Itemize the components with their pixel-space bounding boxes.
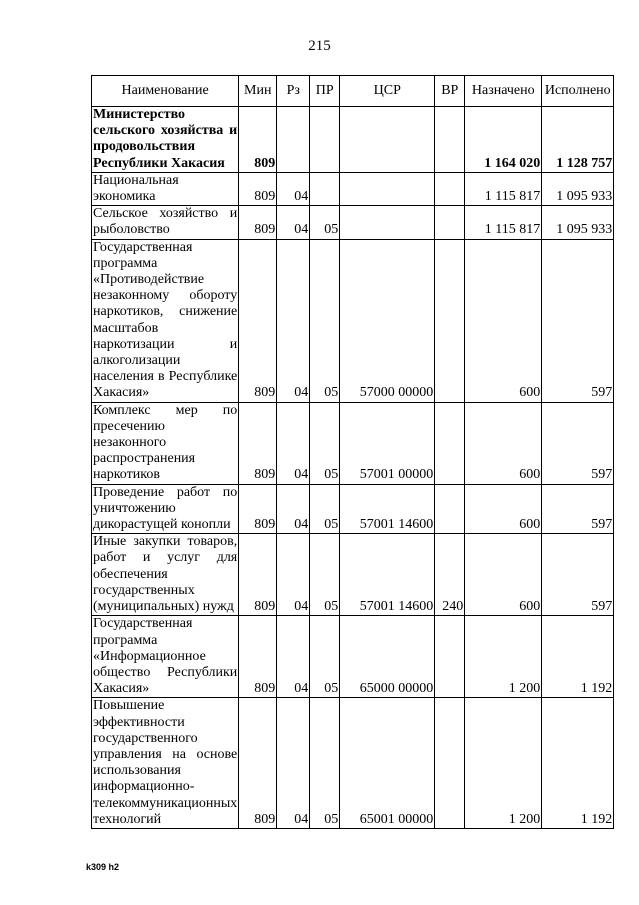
cell-csr (340, 206, 435, 239)
cell-executed: 1 095 933 (542, 206, 614, 239)
cell-name: Государственная программа «Информационное общество Республики Хакасия» (93, 616, 238, 697)
cell-pr: 05 (310, 402, 340, 484)
cell-rz: 04 (277, 616, 310, 698)
cell-assigned: 1 200 (465, 616, 542, 698)
cell-vr (435, 402, 465, 484)
cell-vr (435, 172, 465, 205)
cell-assigned: 600 (465, 402, 542, 484)
cell-vr (435, 484, 465, 534)
cell-vr (435, 206, 465, 239)
cell-name: Комплекс мер по пресечению незаконного распространения наркотиков (93, 402, 238, 483)
header-min: Мин (239, 76, 277, 107)
cell-csr: 65000 00000 (340, 616, 435, 698)
cell-executed: 1 192 (542, 698, 614, 829)
cell-pr: 05 (310, 616, 340, 698)
cell-csr: 57000 00000 (340, 239, 435, 402)
cell-min: 809 (239, 239, 277, 402)
cell-assigned: 1 200 (465, 698, 542, 829)
cell-vr: 240 (435, 534, 465, 616)
cell-min: 809 (239, 698, 277, 829)
table-row (92, 107, 614, 173)
header-assigned: Назначено (465, 76, 542, 107)
table-row (92, 239, 614, 402)
cell-min: 809 (239, 534, 277, 616)
table-row (92, 206, 614, 239)
header-pr: ПР (310, 76, 340, 107)
cell-executed: 597 (542, 239, 614, 402)
cell-csr (340, 107, 435, 173)
table-row (92, 402, 614, 484)
header-rz: Рз (277, 76, 310, 107)
cell-executed: 597 (542, 402, 614, 484)
table-row (92, 616, 614, 698)
cell-pr: 05 (310, 239, 340, 402)
cell-rz: 04 (277, 239, 310, 402)
cell-name: Сельское хозяйство и рыболовство (93, 206, 238, 238)
table-row (92, 698, 614, 829)
cell-csr: 65001 00000 (340, 698, 435, 829)
cell-rz: 04 (277, 402, 310, 484)
cell-pr: 05 (310, 484, 340, 534)
cell-vr (435, 239, 465, 402)
cell-assigned: 600 (465, 484, 542, 534)
cell-executed: 1 192 (542, 616, 614, 698)
cell-pr (310, 107, 340, 173)
header-vr: ВР (435, 76, 465, 107)
cell-name: Проведение работ по уничтожению дикорастущей конопли (93, 484, 238, 533)
cell-vr (435, 616, 465, 698)
cell-csr: 57001 00000 (340, 402, 435, 484)
budget-table (91, 75, 614, 829)
cell-min: 809 (239, 616, 277, 698)
cell-assigned: 1 115 817 (465, 172, 542, 205)
cell-pr: 05 (310, 698, 340, 829)
cell-min: 809 (239, 172, 277, 205)
cell-executed: 1 128 757 (542, 107, 614, 173)
header-executed: Исполнено (542, 76, 614, 107)
table-row (92, 172, 614, 205)
cell-pr: 05 (310, 206, 340, 239)
cell-name: Государственная программа «Противодействие незаконному обороту наркотиков, снижение масштабов наркотизации и алкоголизации населения в Республике Хакасия» (93, 239, 238, 401)
cell-assigned: 600 (465, 239, 542, 402)
cell-assigned: 1 164 020 (465, 107, 542, 173)
cell-executed: 597 (542, 534, 614, 616)
cell-name: Национальная экономика (92, 172, 239, 205)
page-number: 215 (308, 38, 331, 54)
cell-csr (340, 172, 435, 205)
header-csr: ЦСР (340, 76, 435, 107)
cell-name: Иные закупки товаров, работ и услуг для обеспечения государственных (муниципальных) нужд (93, 534, 238, 615)
cell-rz: 04 (277, 172, 310, 205)
cell-vr (435, 698, 465, 829)
cell-name: Повышение эффективности государственного управления на основе использования информационно-телекоммуникационных технологий (93, 698, 238, 827)
cell-name: Министерство сельского хозяйства и продовольствия Республики Хакасия (93, 107, 238, 171)
cell-executed: 1 095 933 (542, 172, 614, 205)
table-row (92, 534, 614, 616)
cell-vr (435, 107, 465, 173)
cell-rz (277, 107, 310, 173)
document-code: k309 h2 (86, 862, 120, 872)
header-row (92, 76, 614, 107)
cell-rz: 04 (277, 484, 310, 534)
cell-rz: 04 (277, 534, 310, 616)
cell-csr: 57001 14600 (340, 484, 435, 534)
cell-min: 809 (239, 484, 277, 534)
cell-assigned: 1 115 817 (465, 206, 542, 239)
header-name: Наименование (92, 76, 239, 107)
cell-min: 809 (239, 206, 277, 239)
table-row (92, 484, 614, 534)
cell-min: 809 (239, 402, 277, 484)
cell-rz: 04 (277, 206, 310, 239)
cell-pr (310, 172, 340, 205)
cell-pr: 05 (310, 534, 340, 616)
cell-csr: 57001 14600 (340, 534, 435, 616)
cell-executed: 597 (542, 484, 614, 534)
cell-rz: 04 (277, 698, 310, 829)
cell-assigned: 600 (465, 534, 542, 616)
cell-min: 809 (239, 107, 277, 173)
